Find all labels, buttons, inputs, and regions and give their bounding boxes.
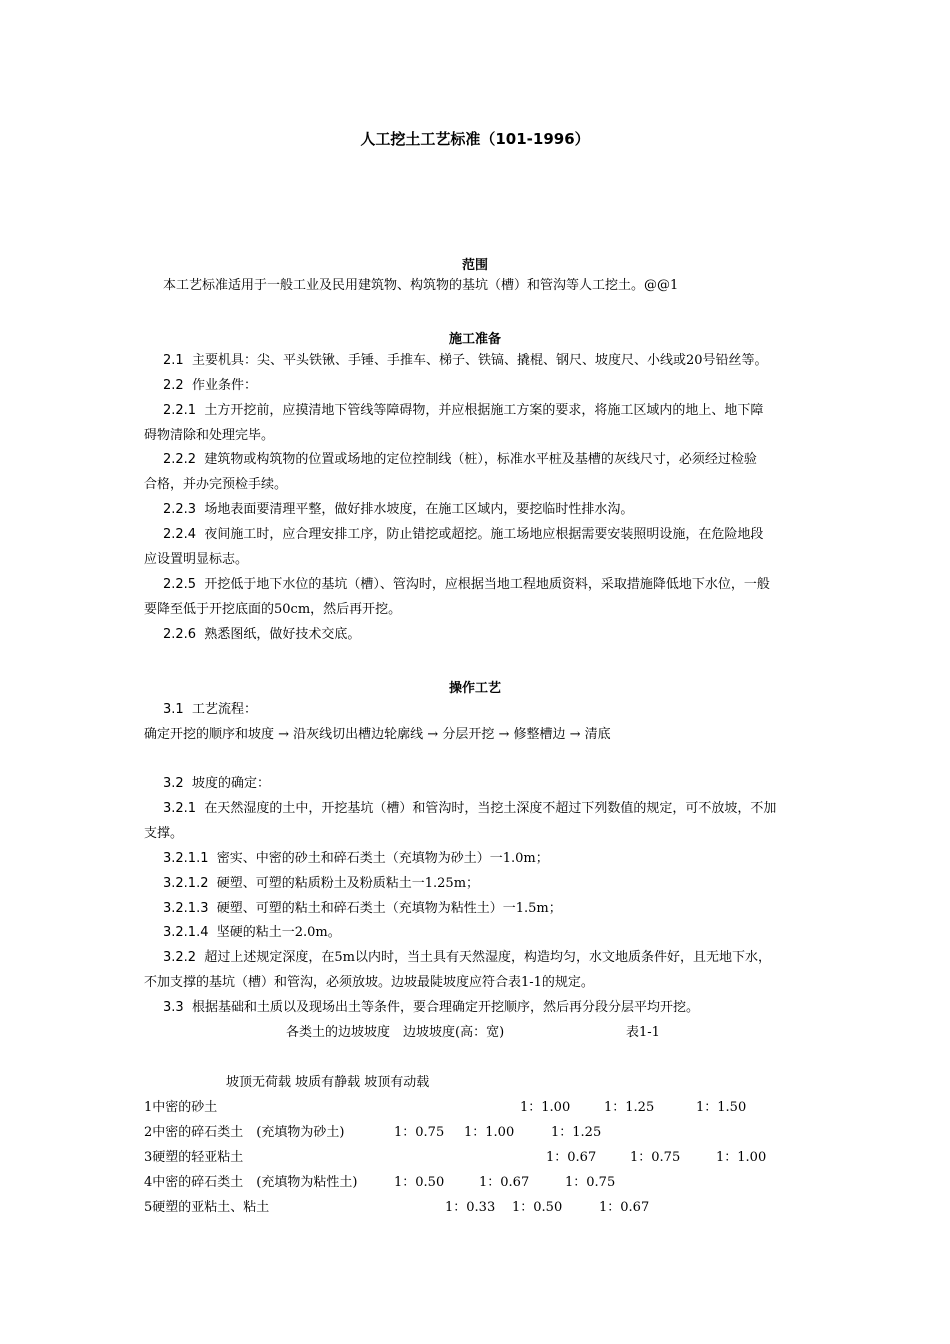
table-cell: 1：1.00 <box>520 1100 571 1115</box>
section-heading-ops: 操作工艺 <box>448 681 501 696</box>
clause-text: 根据基础和土质以及现场出土等条件，要合理确定开挖顺序，然后再分段分层平均开挖。 <box>191 1000 699 1015</box>
clause-number: 3.2 <box>163 776 184 791</box>
clause-text: 硬塑、可塑的粘质粉土及粉质粘土一1.25m； <box>216 876 480 891</box>
clause-text: 主要机具：尖、平头铁锹、手锤、手推车、梯子、铁镐、撬棍、钢尺、坡度尺、小线或20号铅丝等。 <box>191 353 768 368</box>
clause-number: 3.2.2 <box>163 950 197 965</box>
table-row-name: 4中密的碎石类土 (充填物为粘性土) <box>144 1175 358 1190</box>
table-cell: 1：0.75 <box>394 1125 445 1140</box>
paragraph-2-2-3 <box>163 501 833 519</box>
table-cell: 1：0.67 <box>546 1150 597 1165</box>
clause-number: 3.2.1.3 <box>163 901 209 916</box>
paragraph-3-1 <box>163 701 833 719</box>
paragraph-2-2-4-line1 <box>163 526 833 544</box>
clause-text: 坡度的确定： <box>191 776 270 791</box>
clause-number: 3.2.1 <box>163 801 197 816</box>
clause-text: 开挖低于地下水位的基坑（槽）、管沟时，应根据当地工程地质资料，采取措施降低地下水位，一般 <box>204 577 770 592</box>
paragraph-2-2-6 <box>163 626 833 644</box>
paragraph-3-2-1-line1 <box>163 800 808 818</box>
table-caption: 各类土的边坡坡度 边坡坡度(高：宽) <box>286 1025 505 1040</box>
table-cell: 1：0.50 <box>512 1200 563 1215</box>
table-cell: 1：0.67 <box>599 1200 650 1215</box>
clause-number: 2.2.6 <box>163 627 197 642</box>
clause-text: 超过上述规定深度，在5m以内时，当土具有天然湿度，构造均匀，水文地质条件好，且无地下水， <box>204 950 771 965</box>
clause-text: 硬塑、可塑的粘土和碎石类土（充填物为粘性土）一1.5m； <box>216 901 562 916</box>
paragraph-2-2-4-line2: 应设置明显标志。 <box>144 552 249 567</box>
clause-number: 2.2 <box>163 378 184 393</box>
clause-number: 2.2.3 <box>163 502 197 517</box>
table-cell: 1：0.67 <box>479 1175 530 1190</box>
clause-number: 3.2.1.2 <box>163 876 209 891</box>
table-cell: 1：0.75 <box>565 1175 616 1190</box>
paragraph-2-2-1-line1 <box>163 402 808 420</box>
table-cell: 1：1.25 <box>551 1125 602 1140</box>
clause-text: 作业条件： <box>191 378 257 393</box>
scope-text: 本工艺标准适用于一般工业及民用建筑物、构筑物的基坑（槽）和管沟等人工挖土。@@1 <box>163 278 679 293</box>
clause-text: 密实、中密的砂土和碎石类土（充填物为砂土）一1.0m； <box>216 851 549 866</box>
table-row-name: 1中密的砂土 <box>144 1100 218 1115</box>
paragraph-2-2-1-line2: 碍物清除和处理完毕。 <box>144 428 275 443</box>
table-label: 表1-1 <box>626 1025 660 1040</box>
table-cell: 1：1.50 <box>696 1100 747 1115</box>
process-flow: 确定开挖的顺序和坡度 → 沿灰线切出槽边轮廓线 → 分层开挖 → 修整槽边 → 清底 <box>144 727 611 742</box>
paragraph-2-1 <box>163 352 833 370</box>
paragraph-3-3 <box>163 999 833 1017</box>
table-header: 坡顶无荷载 坡质有静载 坡顶有动载 <box>226 1075 430 1090</box>
clause-text: 场地表面要清理平整，做好排水坡度，在施工区域内，要挖临时性排水沟。 <box>204 502 634 517</box>
table-cell: 1：0.50 <box>394 1175 445 1190</box>
paragraph-3-2-2-line2: 不加支撑的基坑（槽）和管沟，必须放坡。边坡最陡坡度应符合表1-1的规定。 <box>144 975 594 990</box>
table-row-name: 2中密的碎石类土 (充填物为砂土) <box>144 1125 345 1140</box>
paragraph-3-2-1-1 <box>163 850 833 868</box>
paragraph-3-2-1-2 <box>163 875 833 893</box>
clause-number: 2.2.1 <box>163 403 197 418</box>
paragraph-3-2-1-4 <box>163 924 833 942</box>
paragraph-2-2-5-line2: 要降至低于开挖底面的50cm，然后再开挖。 <box>144 602 402 617</box>
document-title: 人工挖土工艺标准（101-1996） <box>360 130 590 148</box>
paragraph-3-2 <box>163 775 833 793</box>
clause-text: 熟悉图纸，做好技术交底。 <box>204 627 361 642</box>
paragraph-3-2-1-3 <box>163 900 833 918</box>
table-row-name: 5硬塑的亚粘土、粘土 <box>144 1200 270 1215</box>
clause-text: 土方开挖前，应摸清地下管线等障碍物，并应根据施工方案的要求，将施工区域内的地上、地下障 <box>204 403 764 418</box>
paragraph-3-2-1-line2: 支撑。 <box>144 826 184 841</box>
section-heading-scope: 范围 <box>461 258 488 273</box>
clause-text: 在天然湿度的土中，开挖基坑（槽）和管沟时，当挖土深度不超过下列数值的规定，可不放坡，不加 <box>204 801 777 816</box>
clause-number: 2.2.2 <box>163 452 197 467</box>
paragraph-2-2-2-line1 <box>163 451 833 469</box>
clause-text: 建筑物或构筑物的位置或场地的定位控制线（桩），标准水平桩及基槽的灰线尺寸，必须经过检验 <box>204 452 757 467</box>
table-cell: 1：1.25 <box>604 1100 655 1115</box>
table-cell: 1：1.00 <box>464 1125 515 1140</box>
paragraph-2-2-5-line1 <box>163 576 833 594</box>
clause-text: 工艺流程： <box>191 702 257 717</box>
paragraph-2-2-2-line2: 合格，并办完预检手续。 <box>144 477 288 492</box>
table-row-name: 3硬塑的轻亚粘土 <box>144 1150 244 1165</box>
clause-text: 夜间施工时，应合理安排工序，防止错挖或超挖。施工场地应根据需要安装照明设施，在危险地段 <box>204 527 764 542</box>
paragraph-2-2 <box>163 377 833 395</box>
clause-number: 3.2.1.1 <box>163 851 209 866</box>
section-heading-prep: 施工准备 <box>448 332 501 347</box>
table-cell: 1：1.00 <box>716 1150 767 1165</box>
table-cell: 1：0.75 <box>630 1150 681 1165</box>
clause-number: 3.2.1.4 <box>163 925 209 940</box>
clause-number: 2.2.4 <box>163 527 197 542</box>
clause-number: 3.3 <box>163 1000 184 1015</box>
paragraph-3-2-2-line1 <box>163 949 808 967</box>
clause-number: 2.2.5 <box>163 577 197 592</box>
clause-text: 坚硬的粘土一2.0m。 <box>216 925 341 940</box>
table-cell: 1：0.33 <box>445 1200 496 1215</box>
clause-number: 2.1 <box>163 353 184 368</box>
clause-number: 3.1 <box>163 702 184 717</box>
